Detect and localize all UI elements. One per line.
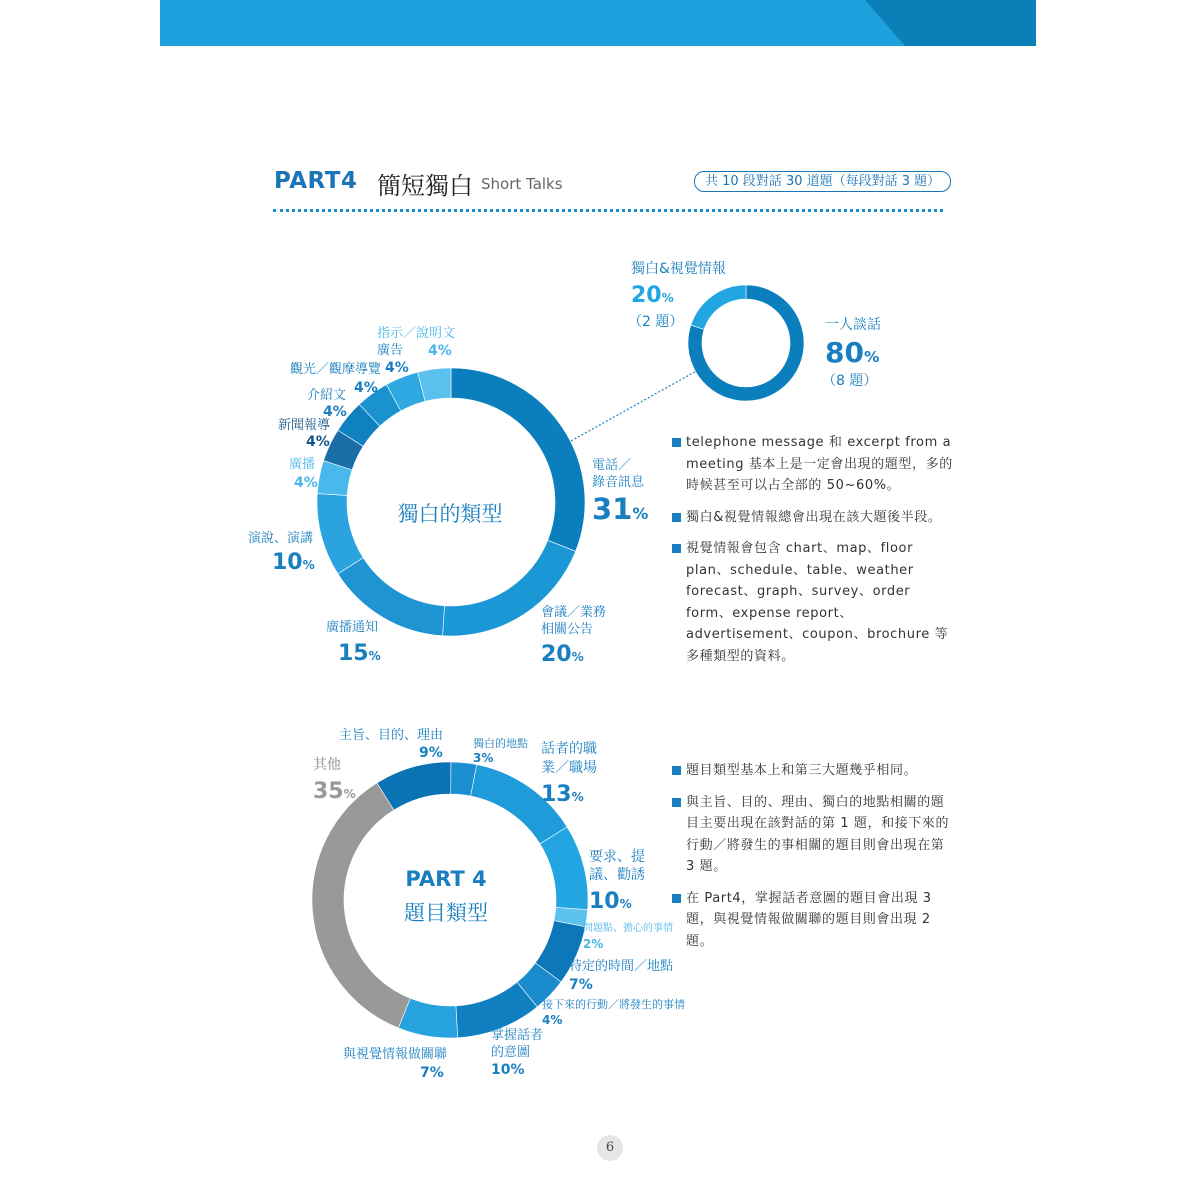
pct-speech: 10% xyxy=(272,550,315,575)
bullet-bottom-2: 與主旨、目的、理由、獨白的地點相關的題目主要出現在該對話的第 1 題，和接下來的行動／將發生的事相關的題目則會出現在第 3 題。 xyxy=(672,792,954,878)
pct-problem: 2% xyxy=(583,937,604,951)
pct-other: 35% xyxy=(313,779,356,804)
label-intent-2: 的意圖 xyxy=(491,1045,531,1060)
chart3-center-label-1: PART 4 xyxy=(405,867,487,891)
slice-4 xyxy=(317,494,363,574)
label-solo-talk: 一人談話 xyxy=(825,317,881,333)
pct-next-action: 4% xyxy=(542,1013,563,1027)
pct-radio: 4% xyxy=(294,475,318,491)
label-radio: 廣播 xyxy=(289,457,316,472)
label-instr: 指示／說明文 xyxy=(377,326,456,341)
section-subtitle: Short Talks xyxy=(481,175,563,193)
label-meeting-2: 相關公告 xyxy=(541,622,594,637)
pct-tour: 4% xyxy=(354,380,378,396)
pct-place: 3% xyxy=(473,751,494,765)
pct-request: 10% xyxy=(589,889,632,914)
pct-news: 4% xyxy=(306,434,330,450)
label-intent: 掌握話者 xyxy=(491,1028,544,1043)
pct-ad: 4% xyxy=(385,360,409,376)
label-time-place: 特定的時間／地點 xyxy=(569,959,674,974)
bullets-bottom xyxy=(672,760,954,962)
section-title: 簡短獨白 xyxy=(377,172,473,200)
label-request: 要求、提 xyxy=(589,849,645,865)
pct-visual-link: 7% xyxy=(420,1065,444,1081)
label-speech: 演說、演講 xyxy=(248,531,314,546)
label-broadcast: 廣播通知 xyxy=(326,620,379,635)
slice-2 xyxy=(691,285,746,329)
label-tour: 觀光／觀摩導覽 xyxy=(290,362,382,377)
label-meeting: 會議／業務 xyxy=(541,605,607,620)
count-visual-monologue: （2 題） xyxy=(628,314,684,330)
chart3-center-label-2: 題目類型 xyxy=(404,901,488,925)
page-number: 6 xyxy=(597,1135,623,1161)
pct-intent: 10% xyxy=(491,1062,525,1078)
bullet-top-2: 獨白&視覺情報總會出現在該大題後半段。 xyxy=(672,507,954,529)
bullets-top xyxy=(672,432,954,677)
label-visual-link: 與視覺情報做關聯 xyxy=(343,1047,448,1062)
question-count-badge: 共 10 段對話 30 道題（每段對話 3 題） xyxy=(694,171,951,192)
label-intro: 介紹文 xyxy=(307,388,347,403)
bullet-top-1: telephone message 和 excerpt from a meeting 基本上是一定會出現的題型，多的時候甚至可以占全部的 50~60%。 xyxy=(672,432,954,497)
pct-phone: 31% xyxy=(592,492,649,526)
label-place: 獨白的地點 xyxy=(473,737,528,750)
label-request-2: 議、勸誘 xyxy=(589,867,645,883)
connector-line xyxy=(571,369,700,441)
donut-visual-ratio xyxy=(688,285,804,401)
label-ad: 廣告 xyxy=(377,343,404,358)
pct-job: 13% xyxy=(541,782,584,807)
bullet-bottom-1: 題目類型基本上和第三大題幾乎相同。 xyxy=(672,760,954,782)
pct-broadcast: 15% xyxy=(338,641,381,666)
label-news: 新聞報導 xyxy=(278,418,331,433)
chart1-center-label: 獨白的類型 xyxy=(397,502,503,526)
label-problem: 問題點、擔心的事情 xyxy=(583,923,673,934)
label-other: 其他 xyxy=(313,757,341,773)
label-main-purpose: 主旨、目的、理由 xyxy=(339,728,444,743)
pct-visual-monologue: 20% xyxy=(631,283,674,308)
part-label: PART4 xyxy=(274,168,358,194)
pct-instr: 4% xyxy=(428,343,452,359)
pct-intro: 4% xyxy=(323,404,347,420)
label-job-2: 業／職場 xyxy=(541,760,597,776)
label-phone: 電話／ xyxy=(592,458,632,473)
bullet-top-3: 視覺情報會包含 chart、map、floor plan、schedule、table、weather forecast、graph、survey、order form、expense report、advertisement、coupon、brochure 等多種類型的資料。 xyxy=(672,538,954,667)
pct-time-place: 7% xyxy=(569,977,593,993)
pct-meeting: 20% xyxy=(541,642,584,667)
pct-solo-talk: 80% xyxy=(825,336,880,369)
slice-4 xyxy=(540,827,588,910)
count-solo-talk: （8 題） xyxy=(822,373,878,389)
label-phone-2: 錄音訊息 xyxy=(592,475,645,490)
pct-main-purpose: 9% xyxy=(419,745,443,761)
label-visual-monologue: 獨白&視覺情報 xyxy=(631,261,726,277)
bullet-bottom-3: 在 Part4，掌握話者意圖的題目會出現 3 題，與視覺情報做關聯的題目則會出現 2 題。 xyxy=(672,888,954,953)
label-job: 話者的職 xyxy=(541,741,597,757)
label-next-action: 接下來的行動／將發生的事情 xyxy=(542,998,685,1011)
